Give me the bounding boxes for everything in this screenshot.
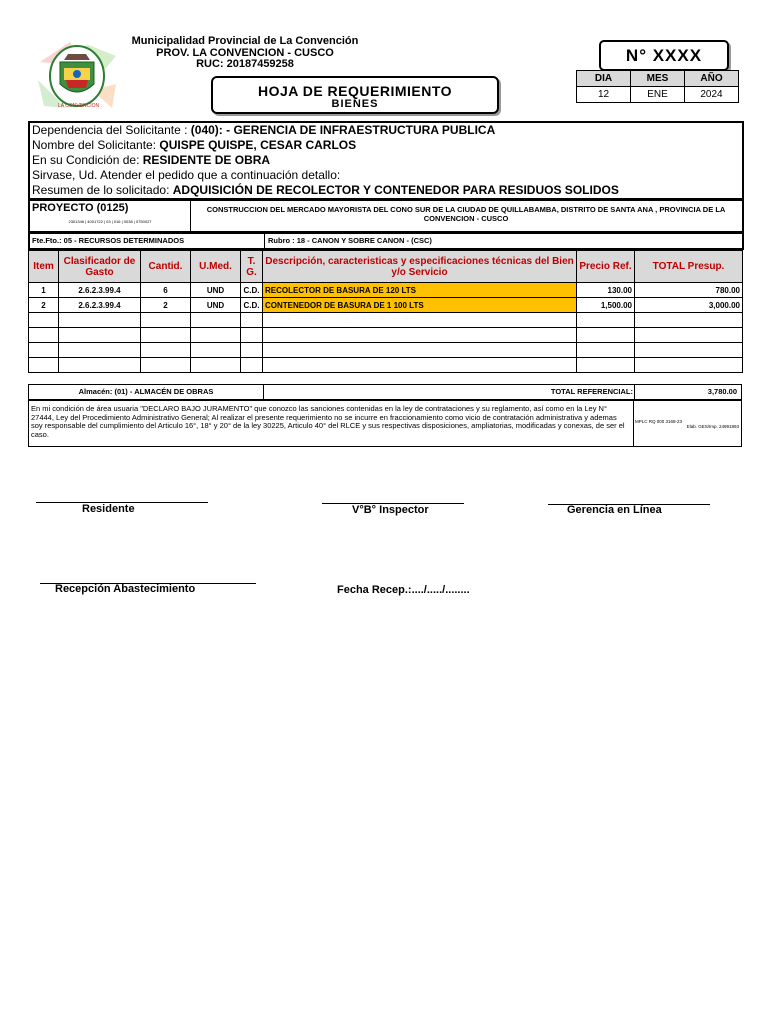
date-label-day: DIA: [577, 71, 631, 87]
document-title: HOJA DE REQUERIMIENTO: [257, 83, 453, 99]
declaration-box: [28, 400, 742, 447]
solicitante-label: Nombre del Solicitante:: [32, 138, 157, 152]
side-code-1: MPLC RQ 000 3168-23: [635, 419, 683, 424]
fecha-recepcion: Fecha Recep.:..../...../........: [337, 584, 470, 596]
project-id-cell: [30, 201, 191, 231]
empty-row: [29, 343, 743, 358]
col-umed: U.Med.: [191, 251, 241, 283]
date-year: 2024: [685, 87, 739, 103]
row-clasificador: 2.6.2.3.99.4: [59, 298, 141, 313]
funding-row: [28, 232, 744, 250]
org-name: Municipalidad Provincial de La Convención: [131, 35, 359, 47]
signature-recepcion: Recepción Abastecimiento: [55, 583, 196, 595]
almacen-label: Almacén: (01) - ALMACÉN DE OBRAS: [29, 385, 264, 399]
org-header: [120, 36, 370, 71]
province: PROV. LA CONVENCION - CUSCO: [156, 46, 334, 59]
dependencia-value: (040): - GERENCIA DE INFRAESTRUCTURA PUBLICA: [190, 123, 496, 137]
row-tg: C.D.: [241, 298, 263, 313]
resumen-value: ADQUISICIÓN DE RECOLECTOR Y CONTENEDOR PARA RESIDUOS SOLIDOS: [172, 183, 619, 197]
row-cantidad: 2: [141, 298, 191, 313]
side-code-2: Elab. GES/Imp. 24991893: [686, 424, 739, 429]
condicion-row: [30, 153, 742, 168]
col-cantidad: Cantid.: [141, 251, 191, 283]
row-tg: C.D.: [241, 283, 263, 298]
row-umed: UND: [191, 283, 241, 298]
empty-row: [29, 313, 743, 328]
date-label-month: MES: [631, 71, 685, 87]
empty-row: [29, 328, 743, 343]
empty-row: [29, 358, 743, 373]
resumen-row: [30, 183, 742, 198]
items-table: [28, 250, 743, 373]
row-item: 2: [29, 298, 59, 313]
project-label: PROYECTO (0125): [32, 202, 129, 214]
funding-source: Fte.Fto.: 05 - RECURSOS DETERMINADOS: [32, 236, 185, 245]
declaration-side: [633, 401, 741, 446]
col-item: Item: [29, 251, 59, 283]
total-label: TOTAL REFERENCIAL:: [550, 387, 633, 396]
date-month: ENE: [631, 87, 685, 103]
project-code: 2301346 | 4001722 | 03 | 016 | 0038 | 0750027: [68, 219, 152, 224]
declaration-text: En mi condición de área usuaria "DECLARO BAJO JURAMENTO" que conozco las sanciones contenidas en la ley de contrataciones y su reglamento, así como en la Ley N° 27444, Ley del Procedimiento Administrativo General; Al realizar el presente requerimiento no se incurre en fraccionamiento como vicio de contratación administrativa y ademas soy responsable del cumplimiento del Articulo 16°, 18° y 20° de la ley 30225, Articulo 40° del RLCE y sus respectivas disposiciones, ampliatorias, modificadas y conexas, de ser el caso.: [31, 404, 625, 439]
condicion-label: En su Condición de:: [32, 153, 140, 167]
dependencia-label: Dependencia del Solicitante :: [32, 123, 188, 137]
row-total: 780.00: [635, 283, 743, 298]
municipality-logo: [36, 40, 118, 112]
col-clasificador: Clasificador de Gasto: [59, 251, 141, 283]
row-precio: 130.00: [577, 283, 635, 298]
signature-inspector: V°B° Inspector: [352, 504, 429, 516]
table-row: [29, 283, 743, 298]
solicitante-value: QUISPE QUISPE, CESAR CARLOS: [159, 138, 357, 152]
condicion-value: RESIDENTE DE OBRA: [142, 153, 271, 167]
table-header-row: [29, 251, 743, 283]
date-table: [576, 70, 739, 103]
solicitante-row: [30, 138, 742, 153]
total-value: 3,780.00: [634, 385, 739, 399]
table-row: [29, 298, 743, 313]
row-cantidad: 6: [141, 283, 191, 298]
project-box: [28, 199, 744, 233]
request-info: [28, 121, 744, 200]
col-tg: T. G.: [241, 251, 263, 283]
funding-rubro: Rubro : 18 - CANON Y SOBRE CANON - (CSC): [264, 234, 432, 248]
resumen-label: Resumen de lo solicitado:: [32, 183, 170, 197]
dependencia-row: [30, 123, 742, 138]
summary-row: [28, 384, 742, 400]
row-item: 1: [29, 283, 59, 298]
date-day: 12: [577, 87, 631, 103]
project-description: CONSTRUCCION DEL MERCADO MAYORISTA DEL CONO SUR DE LA CIUDAD DE QUILLABAMBA, DISTRITO DE SANTA ANA , PROVINCIA DE LA CONVENCION - CUSCO: [206, 205, 726, 223]
col-descripcion: Descripción, caracteristicas y especificaciones técnicas del Bien y/o Servicio: [263, 251, 577, 283]
col-precio: Precio Ref.: [577, 251, 635, 283]
shield-logo-icon: [36, 40, 118, 112]
logo-caption: LA CONVENCION: [58, 103, 100, 109]
signature-residente: Residente: [82, 503, 135, 515]
signature-gerencia: Gerencia en Línea: [567, 504, 662, 516]
document-number: N° XXXX: [599, 40, 729, 71]
ruc: RUC: 20187459258: [196, 58, 294, 70]
row-total: 3,000.00: [635, 298, 743, 313]
col-total: TOTAL Presup.: [635, 251, 743, 283]
sirvase-row: Sirvase, Ud. Atender el pedido que a continuación detallo:: [32, 168, 341, 182]
document-title-box: [211, 76, 499, 114]
row-precio: 1,500.00: [577, 298, 635, 313]
document-subtitle: BIENES: [331, 98, 379, 110]
row-umed: UND: [191, 298, 241, 313]
row-clasificador: 2.6.2.3.99.4: [59, 283, 141, 298]
row-descripcion: RECOLECTOR DE BASURA DE 120 LTS: [263, 283, 577, 298]
date-label-year: AÑO: [685, 71, 739, 87]
row-descripcion: CONTENEDOR DE BASURA DE 1 100 LTS: [263, 298, 577, 313]
